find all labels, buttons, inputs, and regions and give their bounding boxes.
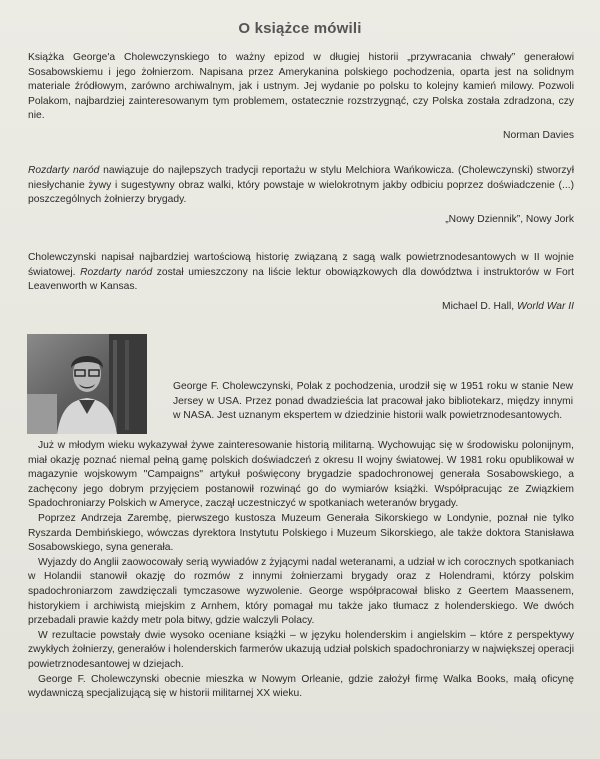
quote-body-a: Cholewczynski napisał najbardziej wartościową historię związaną z sagą walk powietrznodesantowych w II wojnie światowej. (28, 252, 574, 278)
quote-davies (28, 51, 574, 144)
quote-body: nawiązuje do najlepszych tradycji reportażu w stylu Melchiora Wańkowicza. (Cholewczynski) stworzył niesłychanie żywy i sugestywny obraz walki, który powstaje w wielokrotnym jakby odbiciu poprzez doświadczenie (...) poszczególnych żołnierzy brygady. (28, 165, 574, 206)
author-bio (28, 439, 574, 702)
bio-paragraph: Poprzez Andrzeja Zarembę, pierwszego kustosza Muzeum Generała Sikorskiego w Londynie, poznał nie tylko Ryszarda Dembińskiego, wówczas dyrektora Instytutu Polskiego i Muzeum Sikorskiego, ale także doktora Stanisława Sosabowskiego, syna generała. (28, 512, 574, 554)
bio-paragraph: W rezultacie powstały dwie wysoko oceniane książki – w języku holenderskim i angielskim – które z perspektywy zwykłych żołnierzy, generałów i holenderskich farmerów ukazują udział polskich spadochroniarzy w największej operacji powietrznodesantowej w dziejach. (28, 629, 574, 670)
author-photo (27, 334, 147, 434)
bio-paragraph: Już w młodym wieku wykazywał żywe zainteresowanie historią militarną. Wychowując się w środowisku polonijnym, miał okazję poznać niemal pełną gamę polskich doświadczeń z okresu II wojny światowej. W 1981 roku opublikował w magazynie wojskowym "Campaigns" artykuł poświęcony brygadzie spadochronowej generała Sosabowskiego, a zachęcony jego dobrym przyjęciem postanowił rozwinąć go do wymiarów książki. Współpracując ze Związkiem Spadochroniarzy Polskich w Ameryce, zaczął uczestniczyć w spotkaniach weteranów brygady. (28, 440, 574, 510)
author-name: Michael D. Hall, (442, 300, 517, 312)
book-title: Rozdarty naród (28, 165, 100, 176)
bio-paragraph: Wyjazdy do Anglii zaowocowały serią wywiadów z żyjącymi nadal weteranami, a udział w ich corocznych spotkaniach w Holandii stanowił okazję do rozmów z innymi żołnierzami brygady oraz z Holendrami, którzy polskim spadochroniarzom zawdzięczali tymczasowe wyzwolenie. George współpracował blisko z Geertem Maassenem, historykiem i archiwistą miejskim z Arnhem, który pomagał mu także jako tłumacz z holenderskiego. We dwóch przebadali prawie każdy metr pola bitwy, gdzie walczyli Polacy. (28, 556, 574, 627)
quote-author: Norman Davies (503, 129, 574, 141)
quote-hall (28, 251, 574, 314)
quote-nowy-dziennik (28, 164, 574, 227)
quote-author: „Nowy Dziennik”, Nowy Jork (445, 213, 574, 225)
author-photo-image (27, 334, 147, 434)
book-title: Rozdarty naród (80, 266, 153, 278)
quote-text (28, 251, 574, 295)
author-publication: World War II (516, 300, 574, 312)
bio-paragraph: George F. Cholewczynski obecnie mieszka w Nowym Orleanie, gdzie założył firmę Walka Books, małą oficynę wydawniczą specjalizującą się w historii militarnej XX wieku. (28, 673, 574, 700)
quote-text (28, 164, 574, 208)
author-bio-intro: George F. Cholewczynski, Polak z pochodzenia, urodził się w 1951 roku w stanie New Jersey w USA. Przez ponad dwadzieścia lat pracował jako bibliotekarz, między innymi w NASA. Jest uznanym ekspertem w dziedzinie historii walk powietrznodesantowych. (173, 381, 573, 422)
quote-text: Książka George'a Cholewczynskiego to ważny epizod w długiej historii „przywracania chwały” generałowi Sosabowskiemu i jego żołnierzom. Napisana przez Amerykanina polskiego pochodzenia, oparta jest na solidnym materiale źródłowym, zarówno archiwalnym, jak i ustnym. Jej wydanie po polsku to kolejny kamień milowy. Pozwoli Polakom, najbardziej zainteresowanym tym problemem, ostatecznie rozstrzygnąć, czy Polska została zdradzona, czy nie. (28, 52, 574, 122)
page-title: O książce mówili (238, 20, 362, 37)
quote-author (28, 300, 574, 315)
quote-body-b: został umieszczony na liście lektur obowiązkowych dla dowództwa i instruktorów w Fort Leavenworth w Kansas. (28, 266, 574, 293)
